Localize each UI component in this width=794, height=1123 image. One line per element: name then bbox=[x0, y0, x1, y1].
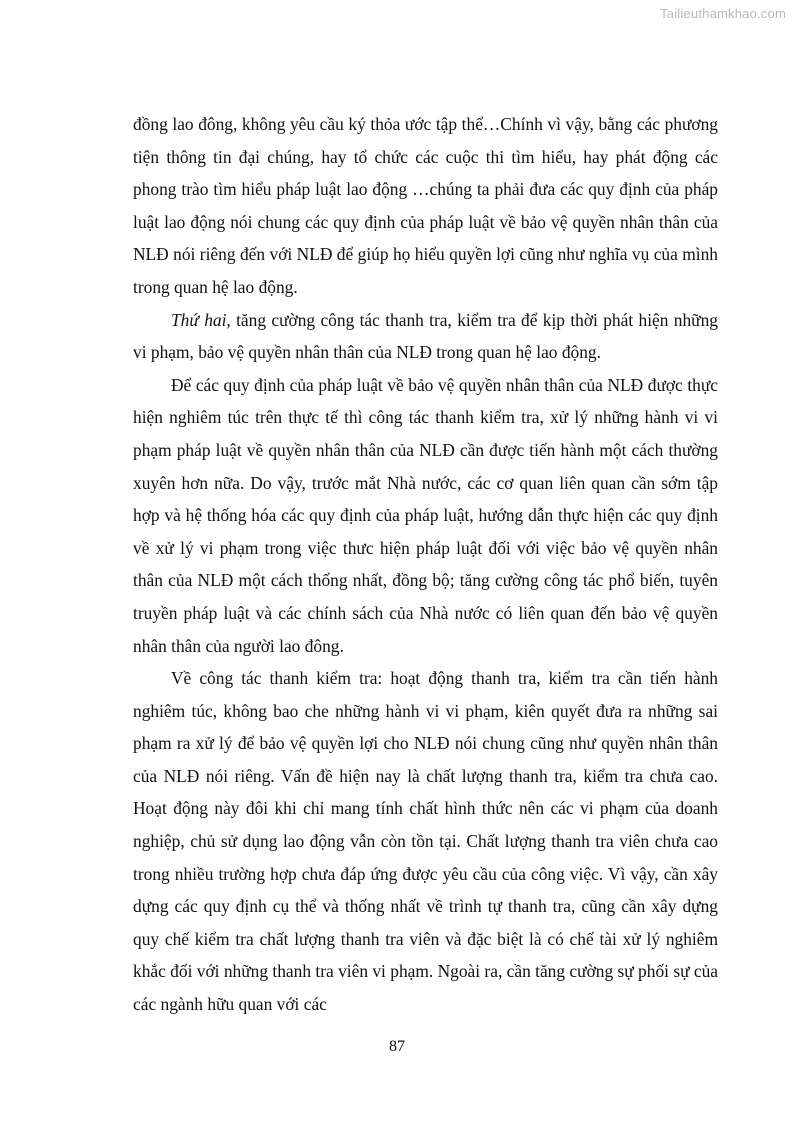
paragraph-text: tăng cường công tác thanh tra, kiểm tra để kịp thời phát hiện những vi phạm, bảo vệ quyền nhân thân của NLĐ trong quan hệ lao động. bbox=[133, 309, 718, 363]
paragraph-text: đồng lao đông, không yêu cầu ký thỏa ước tập thể…Chính vì vậy, bằng các phương tiện thông tin đại chúng, hay tổ chức các cuộc thi tìm hiểu, hay phát động các phong trào tìm hiểu pháp luật lao động …chúng ta phải đưa các quy định của pháp luật lao động nói chung các quy định của pháp luật về bảo vệ quyền nhân thân của NLĐ nói riêng đến với NLĐ để giúp họ hiểu quyền lợi cũng như nghĩa vụ của mình trong quan hệ lao động. bbox=[133, 114, 718, 297]
paragraph-inspection-work bbox=[133, 662, 718, 1021]
paragraph-text: Để các quy định của pháp luật về bảo vệ quyền nhân thân của NLĐ được thực hiện nghiêm túc trên thực tế thì công tác thanh kiểm tra, xử lý những hành vi vi phạm pháp luật về quyền nhân thân của NLĐ cần được tiến hành một cách thường xuyên hơn nữa. Do vậy, trước mắt Nhà nước, các cơ quan liên quan cần sớm tập hợp và hệ thống hóa các quy định của pháp luật, hướng dẫn thực hiện các quy định về xử lý vi phạm trong việc thưc hiện pháp luật đối với việc bảo vệ quyền nhân thân của NLĐ một cách thống nhất, đồng bộ; tăng cường công tác phổ biến, tuyên truyền pháp luật và các chính sách của Nhà nước có liên quan đến bảo vệ quyền nhân thân của người lao đông. bbox=[133, 374, 718, 656]
page-number: 87 bbox=[389, 1038, 405, 1055]
paragraph-lead-italic: Thứ hai, bbox=[171, 309, 231, 330]
paragraph-second-point bbox=[133, 304, 718, 369]
paragraph-continuation bbox=[133, 108, 718, 304]
paragraph-legal-enforcement bbox=[133, 369, 718, 662]
paragraph-text: Về công tác thanh kiểm tra: hoạt động thanh tra, kiểm tra cần tiến hành nghiêm túc, không bao che những hành vi vi phạm, kiên quyết đưa ra những sai phạm ra xử lý để bảo vệ quyền lợi cho NLĐ nói chung cũng như quyền nhân thân của NLĐ nói riêng. Vấn đề hiện nay là chất lượng thanh tra, kiểm tra chưa cao. Hoạt động này đôi khi chỉ mang tính chất hình thức nên các vi phạm của doanh nghiệp, chủ sử dụng lao động vẫn còn tồn tại. Chất lượng thanh tra viên chưa cao trong nhiều trường hợp chưa đáp ứng được yêu cầu của công việc. Vì vậy, cần xây dựng các quy định cụ thể và thống nhất về trình tự thanh tra, cũng cần xây dựng quy chế kiểm tra chất lượng thanh tra viên và đặc biệt là có chế tài xử lý nghiêm khắc đối với những thanh tra viên vi phạm. Ngoài ra, cần tăng cường sự phối sự của các ngành hữu quan với các bbox=[133, 668, 718, 1015]
document-body bbox=[133, 108, 718, 1021]
watermark-text: Tailieuthamkhao.com bbox=[660, 6, 786, 21]
